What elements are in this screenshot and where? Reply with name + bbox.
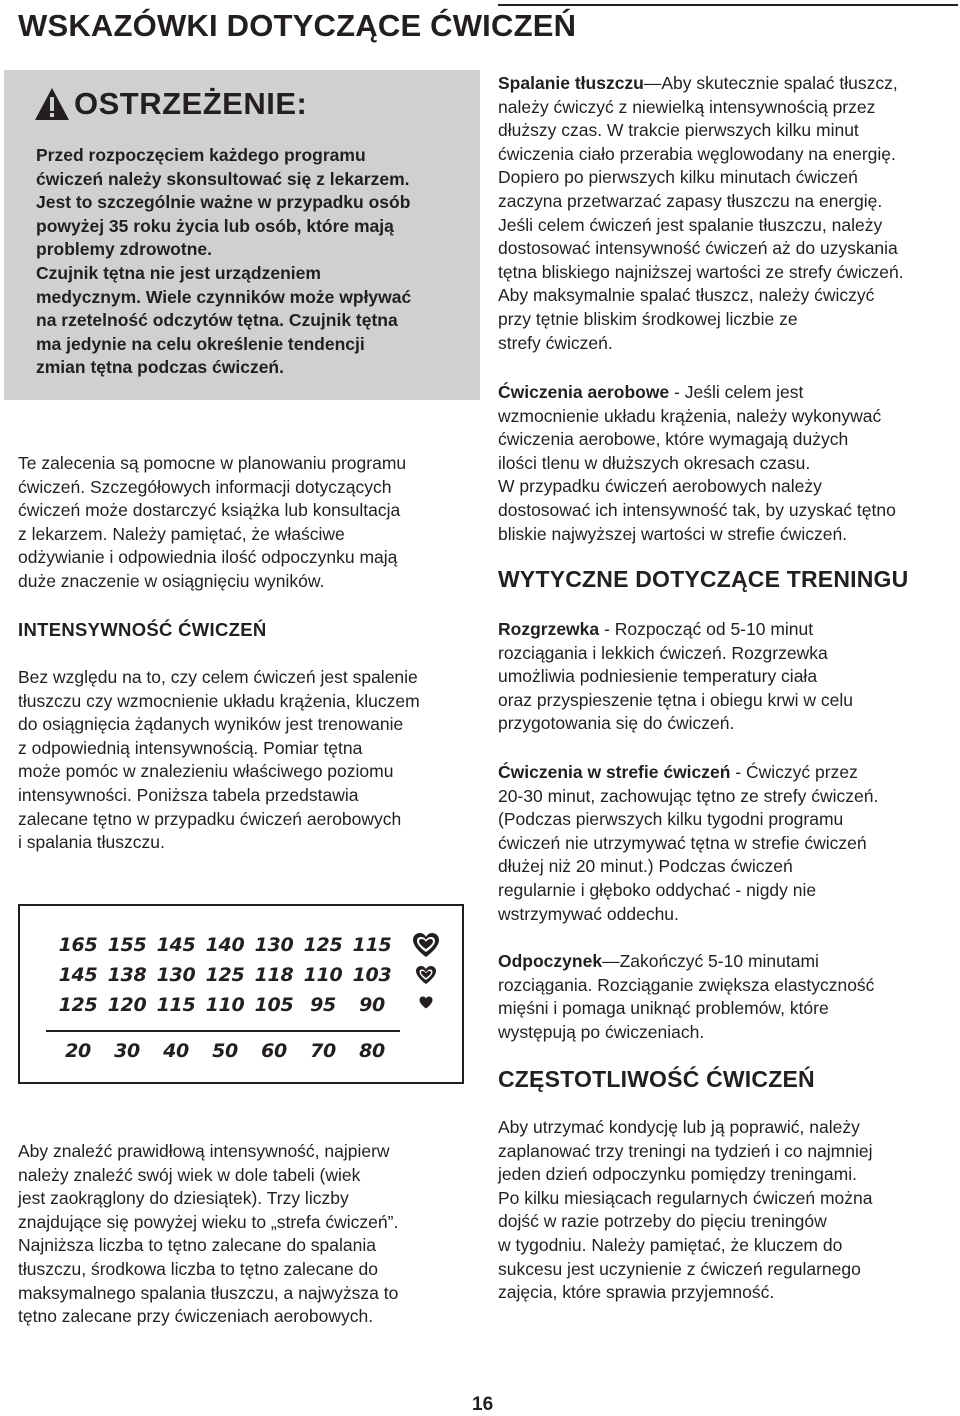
aerobic-paragraph <box>498 381 958 546</box>
warning-triangle-icon <box>34 87 70 121</box>
aerobic-term: Ćwiczenia aerobowe <box>498 382 670 402</box>
text-line: tłuszczu czy wzmocnienie układu krążenia, kluczem <box>18 690 420 711</box>
warning-text <box>36 144 466 380</box>
cooldown-paragraph <box>498 950 958 1044</box>
warning-line: zmian tętna podczas ćwiczeń. <box>36 357 284 378</box>
zone-paragraph <box>498 761 958 926</box>
hr-value: 125 <box>58 994 98 1016</box>
warning-line: Przed rozpoczęciem każdego programu <box>36 145 366 165</box>
warning-line: powyżej 35 roku życia lub osób, które mają <box>36 215 394 236</box>
warning-line: ćwiczeń należy skonsultować się z lekarzem. <box>36 168 410 189</box>
text-line: zalecane tętno w przypadku ćwiczeń aerobowych <box>18 808 402 829</box>
text-line: tętna bliskiego najniższej wartości ze strefy ćwiczeń. <box>498 261 904 282</box>
text-line: tętno zalecane przy ćwiczeniach aerobowych. <box>18 1306 374 1327</box>
text-line: ćwiczeń. Szczegółowych informacji dotyczących <box>18 476 392 497</box>
text-span: - Ćwiczyć przez <box>730 762 858 782</box>
hr-value: 118 <box>254 964 294 986</box>
hr-value: 130 <box>254 934 294 956</box>
zone-term: Ćwiczenia w strefie ćwiczeń <box>498 762 731 782</box>
text-line: przy tętnie bliskim środkowej liczbie ze <box>498 308 798 329</box>
text-line: i spalania tłuszczu. <box>18 832 165 853</box>
text-span: —Aby skutecznie spalać tłuszcz, <box>643 73 898 93</box>
text-line: Dopiero po pierwszych kilku minutach ćwiczeń <box>498 167 858 188</box>
text-line: rozciągania. Rozciąganie zwiększa elastyczność <box>498 974 875 995</box>
text-line <box>498 761 958 785</box>
text-line: Po kilku miesiącach regularnych ćwiczeń można <box>498 1187 873 1208</box>
text-line: wstrzymywać oddechu. <box>498 903 679 924</box>
text-line: dłuższy czas. W trakcie pierwszych kilku minut <box>498 120 859 141</box>
hr-value: 103 <box>352 964 392 986</box>
text-line: jest zaokrąglony do dziesiątek). Trzy liczby <box>18 1188 349 1209</box>
text-line: Najniższa liczba to tętno zalecane do spalania <box>18 1235 376 1256</box>
heart-single-icon <box>419 996 433 1009</box>
text-line: Aby znaleźć prawidłową intensywność, najpierw <box>18 1141 390 1161</box>
text-line: 20-30 minut, zachowując tętno ze strefy ćwiczeń. <box>498 785 879 806</box>
hr-value: 125 <box>303 934 343 956</box>
text-line: dostosować intensywność ćwiczeń aż do uzyskania <box>498 238 898 259</box>
hr-value: 155 <box>107 934 147 956</box>
text-line: zaczyna przetwarzać zapasy tłuszczu na energię. <box>498 190 883 211</box>
frequency-heading: CZĘSTOTLIWOŚĆ ĆWICZEŃ <box>498 1066 815 1092</box>
text-line: regularnie i głęboko oddychać - nigdy nie <box>498 879 817 900</box>
text-span: - Jeśli celem jest <box>669 382 804 402</box>
warning-line: Czujnik tętna nie jest urządzeniem <box>36 262 321 283</box>
text-line: bliskie najwyższej wartości w strefie ćwiczeń. <box>498 523 848 544</box>
text-line: duże znaczenie w osiągnięciu wyników. <box>18 570 325 591</box>
warning-title: OSTRZEŻENIE: <box>74 86 308 121</box>
text-line: umożliwia podniesienie temperatury ciała <box>498 666 818 687</box>
text-line: dłużej niż 20 minut.) Podczas ćwiczeń <box>498 856 793 877</box>
hr-value: 138 <box>107 964 147 986</box>
age-value: 80 <box>359 1040 385 1062</box>
hr-value: 110 <box>303 964 343 986</box>
age-value: 60 <box>261 1040 287 1062</box>
text-line: Bez względu na to, czy celem ćwiczeń jest spalenie <box>18 667 418 687</box>
page-title: WSKAZÓWKI DOTYCZĄCE ĆWICZEŃ <box>18 8 577 43</box>
text-line: mięśni i pomaga uniknąć problemów, które <box>498 998 829 1019</box>
text-line <box>498 618 958 642</box>
age-value: 70 <box>310 1040 336 1062</box>
hr-value: 110 <box>205 994 245 1016</box>
text-line: zajęcia, które sprawia przyjemność. <box>498 1282 775 1303</box>
warning-line: medycznym. Wiele czynników może wpływać <box>36 286 412 307</box>
hr-value: 105 <box>254 994 294 1016</box>
top-rule <box>498 4 958 6</box>
age-value: 50 <box>212 1040 238 1062</box>
intensity-heading: INTENSYWNOŚĆ ĆWICZEŃ <box>18 619 267 640</box>
text-line: Te zalecenia są pomocne w planowaniu programu <box>18 453 407 473</box>
text-line: znajdujące się powyżej wieku to „strefa ćwiczeń”. <box>18 1211 399 1232</box>
text-line: oraz przyspieszenie tętna i obiegu krwi w celu <box>498 689 854 710</box>
hr-value: 145 <box>58 964 98 986</box>
text-line: maksymalnego spalania tłuszczu, a najwyższa to <box>18 1282 399 1303</box>
hr-value: 125 <box>205 964 245 986</box>
hr-value: 95 <box>310 994 336 1016</box>
age-value: 20 <box>65 1040 91 1062</box>
hr-value: 140 <box>205 934 245 956</box>
text-line: z odpowiednią intensywnością. Pomiar tętna <box>18 737 363 758</box>
warning-line: na rzetelność odczytów tętna. Czujnik tętna <box>36 310 398 331</box>
text-span: - Rozpocząć od 5-10 minut <box>599 619 814 639</box>
age-value: 40 <box>163 1040 189 1062</box>
page-number: 16 <box>472 1394 494 1415</box>
hr-value: 145 <box>156 934 196 956</box>
table-help-paragraph <box>18 1140 478 1329</box>
text-line: dojść w razie potrzeby do pięciu treningów <box>498 1211 827 1232</box>
fat-burning-term: Spalanie tłuszczu <box>498 73 644 93</box>
text-line: ćwiczenia ciało przerabia węglowodany na energię. <box>498 143 896 164</box>
text-line: W przypadku ćwiczeń aerobowych należy <box>498 476 822 497</box>
warmup-term: Rozgrzewka <box>498 619 600 639</box>
text-line <box>498 72 958 96</box>
warning-line: Jest to szczególnie ważne w przypadku osób <box>36 192 411 213</box>
cooldown-term: Odpoczynek <box>498 951 603 971</box>
text-line: w tygodniu. Należy pamiętać, że kluczem do <box>498 1234 843 1255</box>
text-line: może pomóc w znalezieniu właściwego poziomu <box>18 761 394 782</box>
text-line: ćwiczeń nie utrzymywać tętna w strefie ćwiczeń <box>498 832 867 853</box>
text-line: Aby utrzymać kondycję lub ją poprawić, należy <box>498 1117 860 1137</box>
age-divider-rule <box>46 1030 400 1032</box>
text-line: z lekarzem. Należy pamiętać, że właściwe <box>18 523 345 544</box>
text-line: do osiągnięcia żądanych wyników jest trenowanie <box>18 714 404 735</box>
text-line: (Podczas pierwszych kilku tygodni programu <box>498 809 844 830</box>
text-line: wzmocnienie układu krążenia, należy wykonywać <box>498 405 882 426</box>
warmup-paragraph <box>498 618 958 736</box>
intensity-paragraph <box>18 666 478 855</box>
text-line: sukcesu jest uczynienie z ćwiczeń regularnego <box>498 1258 861 1279</box>
text-span: —Zakończyć 5-10 minutami <box>602 951 819 971</box>
text-line <box>498 381 958 405</box>
text-line: tłuszczu, środkowa liczba to tętno zalecane do <box>18 1258 378 1279</box>
text-line: ćwiczeń może dostarczyć książka lub konsultacja <box>18 500 401 521</box>
hr-value: 115 <box>352 934 392 956</box>
warning-line: ma jedynie na celu określenie tendencji <box>36 333 365 354</box>
text-line: Jeśli celem ćwiczeń jest spalanie tłuszczu, należy <box>498 214 883 235</box>
heart-triple-icon <box>412 932 440 958</box>
text-line: należy ćwiczyć z niewielką intensywnością przez <box>498 96 876 117</box>
intro-paragraph <box>18 452 478 594</box>
text-line: dostosować ich intensywność tak, by uzyskać tętno <box>498 499 896 520</box>
hr-value: 115 <box>156 994 196 1016</box>
text-line: ilości tlenu w dłuższych okresach czasu. <box>498 452 811 473</box>
fat-burning-paragraph <box>498 72 958 355</box>
text-line: występują po ćwiczeniach. <box>498 1021 705 1042</box>
warning-line: problemy zdrowotne. <box>36 239 212 260</box>
text-line <box>498 950 958 974</box>
text-line: przygotowania się do ćwiczeń. <box>498 713 735 734</box>
text-line: należy znaleźć swój wiek w dole tabeli (wiek <box>18 1164 361 1185</box>
text-line: Aby maksymalnie spalać tłuszcz, należy ćwiczyć <box>498 285 875 306</box>
training-heading: WYTYCZNE DOTYCZĄCE TRENINGU <box>498 566 909 592</box>
warning-header <box>34 86 307 122</box>
text-line: rozciągania i lekkich ćwiczeń. Rozgrzewka <box>498 642 828 663</box>
frequency-paragraph <box>498 1116 958 1305</box>
hr-value: 130 <box>156 964 196 986</box>
text-line: jeden dzień odpoczynku pomiędzy treningami. <box>498 1164 857 1185</box>
text-line: zaplanować trzy treningi na tydzień i co najmniej <box>498 1140 873 1161</box>
text-line: intensywności. Poniższa tabela przedstawia <box>18 784 359 805</box>
hr-value: 165 <box>58 934 98 956</box>
heart-double-icon <box>415 965 437 985</box>
text-line: strefy ćwiczeń. <box>498 332 613 353</box>
text-line: odżywianie i odpowiednia ilość odpoczynku mają <box>18 547 398 568</box>
hr-value: 120 <box>107 994 147 1016</box>
age-value: 30 <box>114 1040 140 1062</box>
text-line: ćwiczenia aerobowe, które wymagają dużych <box>498 429 849 450</box>
hr-value: 90 <box>359 994 385 1016</box>
